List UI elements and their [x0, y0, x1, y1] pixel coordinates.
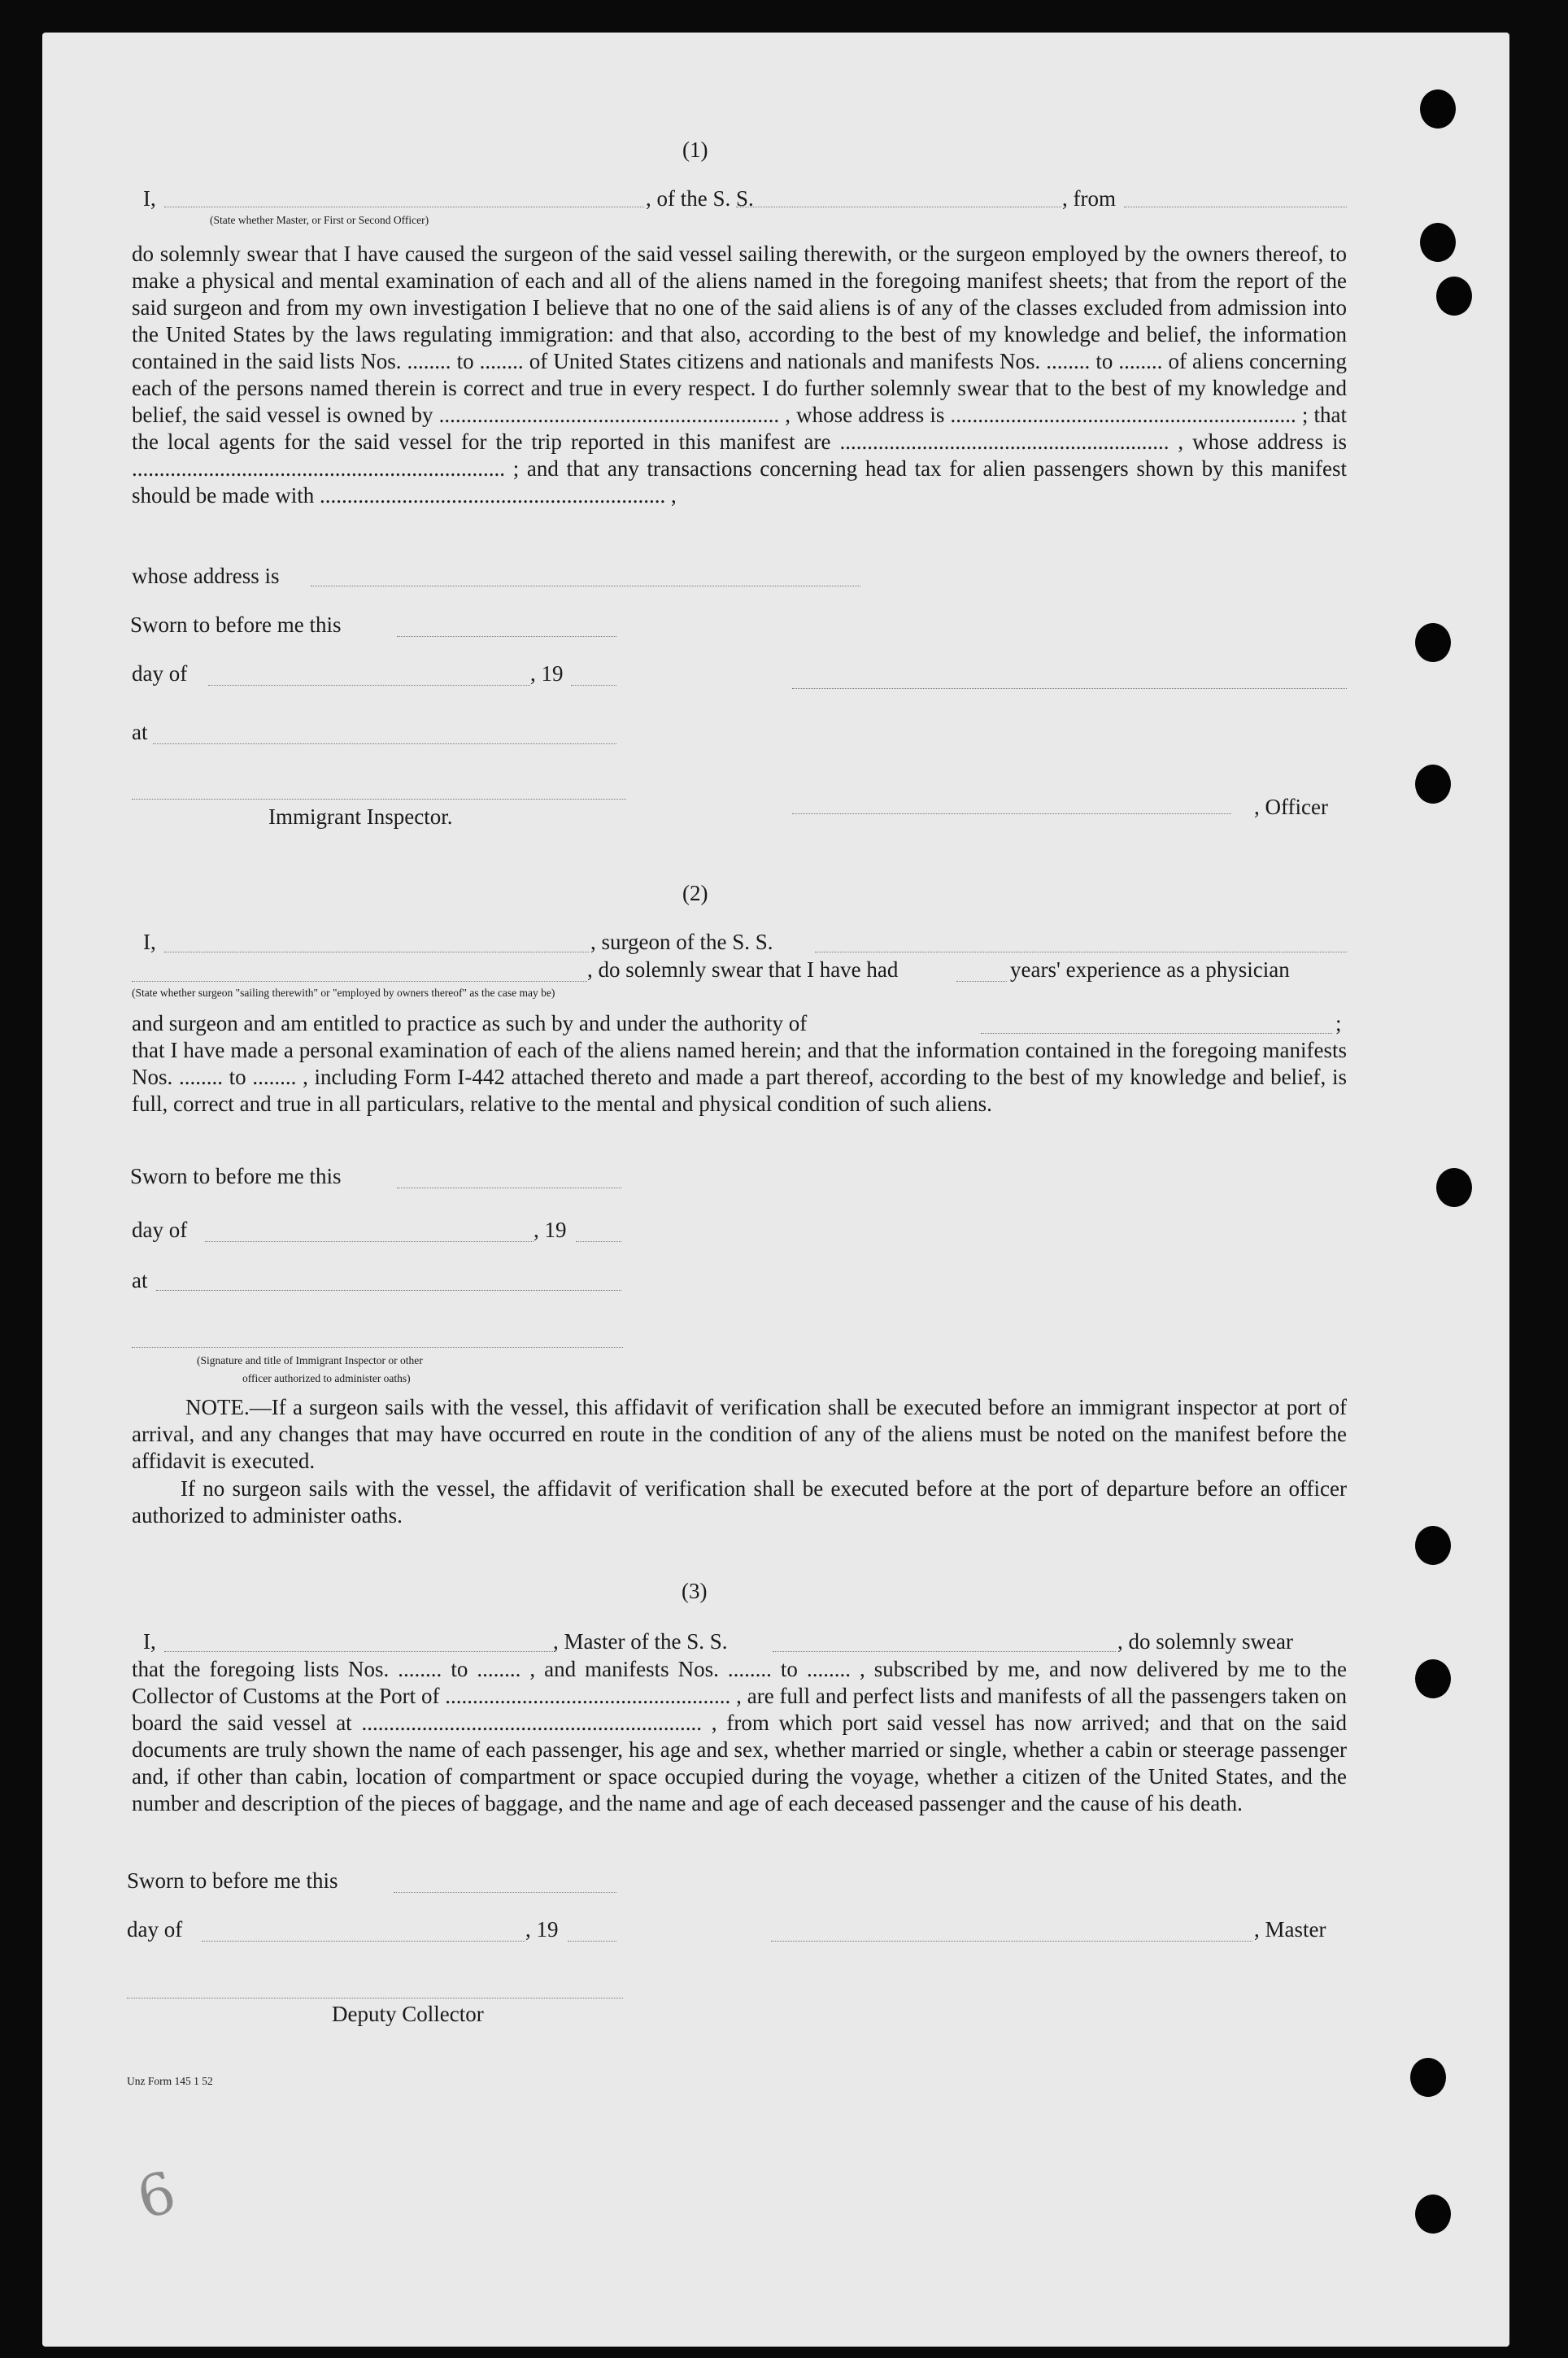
handwritten-mark: 6 [130, 2158, 183, 2233]
sec2-sworn-label: Sworn to before me this [130, 1164, 342, 1188]
sec2-surgeon-of-label: , surgeon of the S. S. [590, 930, 773, 954]
sec3-i-label: I, [143, 1629, 156, 1654]
sec1-inspector-signature-field[interactable] [132, 799, 626, 800]
sec1-year-label: , 19 [530, 661, 564, 686]
sec1-officer-signature-field[interactable] [792, 813, 1231, 814]
sec3-day-field[interactable] [202, 1941, 525, 1942]
sec1-signature-field[interactable] [792, 688, 1347, 689]
sec1-sworn-field[interactable] [397, 636, 616, 637]
sec3-master-label: , Master [1254, 1917, 1326, 1942]
sec1-i-label: I, [143, 186, 156, 211]
punch-hole-8 [1415, 1659, 1451, 1698]
sec3-oath-body: that the foregoing lists Nos. ........ to ........ , and manifests Nos. ........ to ........ , subscribed by me, and now delivered by me to the Collector of Customs at the Port of .................................................... , are full and perfect lists and manifests of all the passengers taken on board the said vessel at .............................................................. , from which port said vessel has now arrived; and that on the said documents are truly shown the name of each passenger, his age and sex, whether married or single, whether a cabin or steerage passenger and, if other than cabin, location of compartment or space occupied during the voyage, whether a citizen of the United States, and the number and description of the pieces of baggage, and the name and age of each deceased passenger and the cause of his death. [132, 1657, 1347, 1815]
note-paragraph-2: If no surgeon sails with the vessel, the affidavit of verification shall be executed before at the port of departure before an officer authorized to administer oaths. [132, 1476, 1347, 1528]
sec3-master-signature-field[interactable] [771, 1941, 1252, 1942]
sec2-surgeon-note: (State whether surgeon "sailing therewith" or "employed by owners thereof" as the case may be) [132, 987, 555, 999]
punch-hole-6 [1436, 1168, 1472, 1207]
sec1-at-field[interactable] [153, 743, 616, 744]
sec2-oath-body: that I have made a personal examination of each of the aliens named herein; and that the information contained in the foregoing manifests Nos. ........ to ........ , including Form I-442 attached thereto and made a part thereof, according to the best of my knowledge and belief, is full, correct and true in all particulars, relative to the mental and physical condition of such aliens. [132, 1038, 1347, 1116]
punch-hole-4 [1415, 623, 1451, 662]
punch-hole-1 [1420, 89, 1456, 129]
punch-hole-5 [1415, 765, 1451, 804]
sec3-sworn-label: Sworn to before me this [127, 1868, 338, 1893]
sec2-years-field[interactable] [956, 981, 1007, 982]
sec3-year-label: , 19 [525, 1917, 559, 1942]
sec3-master-of-label: , Master of the S. S. [553, 1629, 728, 1654]
sec2-day-of-label: day of [132, 1218, 188, 1242]
sec3-sworn-field[interactable] [394, 1892, 616, 1893]
sec1-officer-note: (State whether Master, or First or Second Officer) [210, 214, 429, 226]
punch-hole-3 [1436, 277, 1472, 316]
sec2-surgeon-type-field[interactable] [132, 981, 587, 982]
punch-hole-10 [1415, 2195, 1451, 2234]
sec2-year-label: , 19 [534, 1218, 567, 1242]
sec2-authority-label: and surgeon and am entitled to practice as such by and under the authority of [132, 1011, 808, 1035]
sec1-officer-label: , Officer [1254, 795, 1328, 819]
sec3-do-swear-label: , do solemnly swear [1117, 1629, 1293, 1654]
sec2-signature-note-2: officer authorized to administer oaths) [242, 1372, 411, 1384]
section-3-number: (3) [682, 1579, 708, 1603]
sec3-deputy-collector-label: Deputy Collector [332, 2002, 484, 2026]
sec2-authority-field[interactable] [981, 1033, 1332, 1034]
sec3-master-name-field[interactable] [164, 1651, 553, 1652]
sec2-do-swear-label: , do solemnly swear that I have had [587, 957, 899, 982]
sec2-semicolon: ; [1335, 1011, 1342, 1035]
sec1-of-the-ss: , of the S. S. [646, 186, 754, 211]
sec1-year-field[interactable] [571, 685, 616, 686]
note-paragraph-1: NOTE.—If a surgeon sails with the vessel, this affidavit of verification shall be executed before an immigrant inspector at port of arrival, and any changes that may have occurred en route in the condition of any of the aliens must be noted on the manifest before the affidavit is executed. [132, 1395, 1347, 1473]
sec2-at-label: at [132, 1268, 148, 1292]
sec1-oath-body: do solemnly swear that I have caused the surgeon of the said vessel sailing therewith, or the surgeon employed by the owners thereof, to make a physical and mental examination of each and all of the aliens named in the foregoing manifest sheets; that from the report of the said surgeon and from my own investigation I believe that no one of the said aliens is of any of the classes excluded from admission into the United States by the laws regulating immigration: and that also, according to the best of my knowledge and belief, the information contained in the said lists Nos. ........ to ........ of United States citizens and nationals and manifests Nos. ........ to ........ of aliens concerning each of the persons named therein is correct and true in every respect. I do further solemnly swear that to the best of my knowledge and belief, the said vessel is owned by .............................................................. , whose address is ............................................................... ; that the local agents for the said vessel for the trip reported in this manifest are ............................................................ , whose address is .................................................................... ; and that any transactions concerning head tax for alien passengers shown by this manifest should be made with ............................................................... , [132, 242, 1347, 508]
sec1-at-label: at [132, 720, 148, 744]
sec1-day-field[interactable] [208, 685, 530, 686]
section-1-number: (1) [682, 137, 708, 162]
punch-hole-2 [1420, 223, 1456, 262]
sec1-day-of-label: day of [132, 661, 188, 686]
sec2-signature-note-1: (Signature and title of Immigrant Inspector or other [197, 1354, 423, 1366]
sec3-year-field[interactable] [568, 1941, 616, 1942]
punch-hole-9 [1410, 2058, 1446, 2097]
sec3-day-of-label: day of [127, 1917, 183, 1942]
form-sheet [42, 33, 1509, 2347]
sec2-day-field[interactable] [205, 1241, 534, 1242]
sec3-vessel-name-field[interactable] [773, 1651, 1116, 1652]
sec2-at-field[interactable] [156, 1290, 621, 1291]
sec2-years-experience-label: years' experience as a physician [1010, 957, 1290, 982]
sec1-sworn-label: Sworn to before me this [130, 612, 342, 637]
punch-hole-7 [1415, 1526, 1451, 1565]
section-2-number: (2) [682, 881, 708, 905]
sec1-from-label: , from [1062, 186, 1116, 211]
form-number: Unz Form 145 1 52 [127, 2075, 213, 2087]
sec2-year-field[interactable] [576, 1241, 621, 1242]
sec2-i-label: I, [143, 930, 156, 954]
sec2-signature-field[interactable] [132, 1347, 623, 1348]
sec1-inspector-label: Immigrant Inspector. [268, 804, 453, 829]
sec1-whose-address-label: whose address is [132, 564, 280, 588]
